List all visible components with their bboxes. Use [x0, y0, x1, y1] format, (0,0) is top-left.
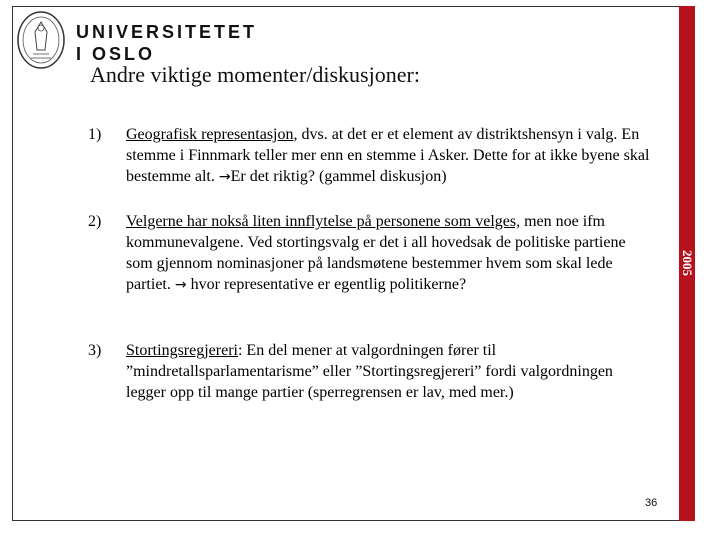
institution-line1: UNIVERSITETET: [76, 22, 258, 42]
item-tail: hvor representative er egentlig politikerne?: [186, 276, 467, 293]
slide-title: Andre viktige momenter/diskusjoner:: [90, 62, 420, 87]
item-underlined: Stortingsregjereri: [126, 342, 238, 359]
item-number: 2): [88, 213, 102, 230]
item-underlined: Geografisk representasjon: [126, 126, 294, 143]
item-body: [126, 340, 656, 403]
arrow-icon: →: [174, 277, 187, 293]
institution-logo-text: [76, 21, 257, 65]
arrow-icon: →: [218, 169, 231, 185]
university-seal-icon: [16, 10, 66, 70]
item-underlined: Velgerne har nokså liten innflytelse på personene som velges,: [126, 213, 521, 230]
item-body: [126, 211, 656, 296]
year-label: 2005: [680, 250, 695, 276]
item-text: : En del mener at valgordningen fører til ”mindretallsparlamentarisme” eller ”Stortingsregjereri” fordi valgordningen legger opp til mange partier (sperregrensen er lav, med mer.): [126, 342, 613, 401]
item-body: [126, 124, 656, 188]
item-number: 3): [88, 342, 102, 359]
institution-line2: I OSLO: [76, 44, 156, 64]
item-text: men noe ifm kommunevalgene. Ved stortingsvalg er det i all hovedsak de politiske partiene som gjennom nominasjoner på landsmøtene bestemmer hvem som skal lede partiet.: [126, 213, 626, 293]
item-tail: Er det riktig? (gammel diskusjon): [230, 168, 447, 185]
page-number: 36: [645, 497, 658, 509]
item-text: , dvs. at det er et element av distriktshensyn i valg. En stemme i Finnmark teller mer enn en stemme i Asker. Dette for at ikke byene skal bestemme alt.: [126, 126, 650, 185]
item-number: 1): [88, 126, 102, 143]
